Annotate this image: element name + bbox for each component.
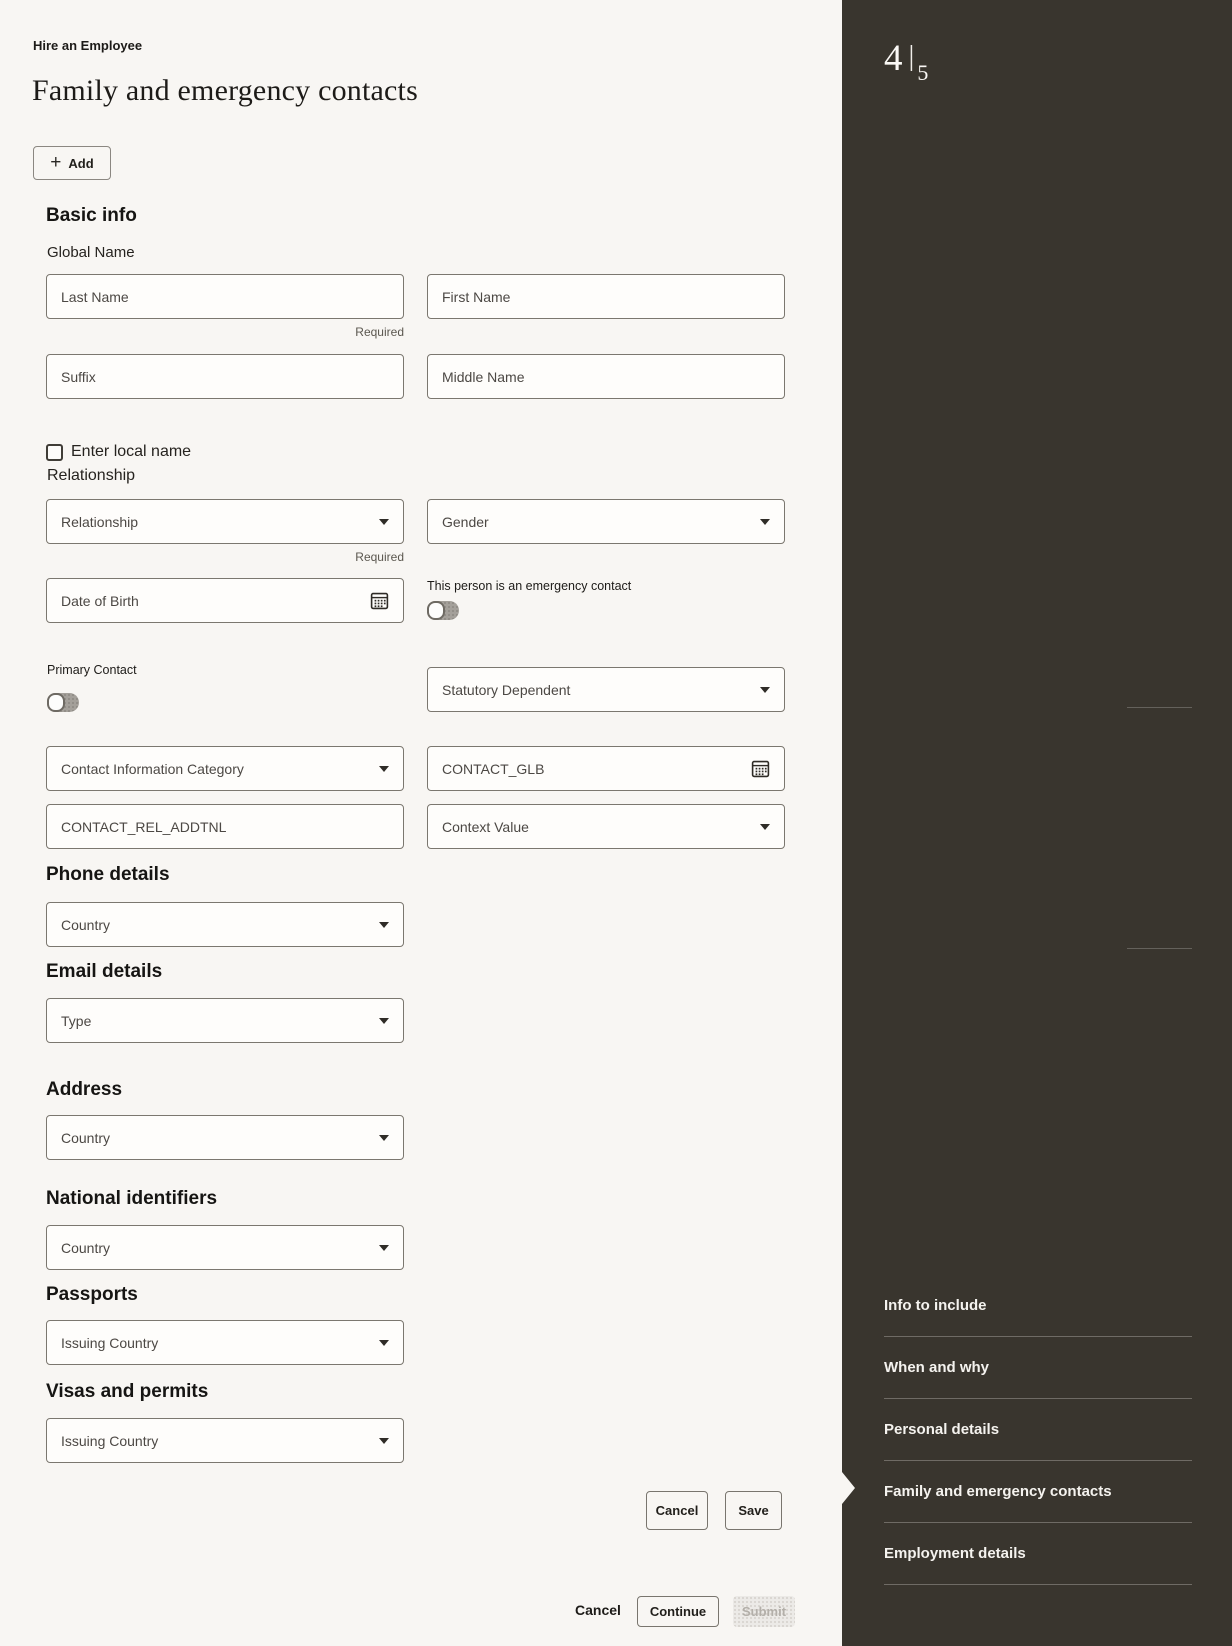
footer-continue-button[interactable]: Continue bbox=[637, 1596, 719, 1627]
date-of-birth-input[interactable] bbox=[46, 578, 404, 623]
last-name-required-hint: Required bbox=[355, 325, 404, 339]
chevron-down-icon bbox=[760, 519, 770, 525]
global-name-label: Global Name bbox=[47, 244, 135, 261]
primary-contact-label: Primary Contact bbox=[47, 663, 137, 677]
contact-rel-addtnl-input-label: CONTACT_REL_ADDTNL bbox=[61, 818, 227, 835]
footer-submit-button[interactable]: Submit bbox=[733, 1596, 795, 1627]
relationship-select-label: Relationship bbox=[61, 513, 139, 530]
contact-info-category-select-label: Contact Information Category bbox=[61, 760, 244, 777]
enter-local-name-label: Enter local name bbox=[71, 443, 192, 460]
first-name-input[interactable] bbox=[427, 274, 785, 319]
statutory-dependent-select[interactable] bbox=[427, 667, 785, 712]
chevron-down-icon bbox=[760, 687, 770, 693]
chevron-down-icon bbox=[379, 519, 389, 525]
footer-cancel-button[interactable]: Cancel bbox=[575, 1602, 621, 1618]
calendar-icon[interactable] bbox=[751, 759, 770, 778]
page-title: Family and emergency contacts bbox=[32, 74, 418, 107]
national-country-select-label: Country bbox=[61, 1239, 111, 1256]
context-value-select-label: Context Value bbox=[442, 818, 529, 835]
address-country-select-label: Country bbox=[61, 1129, 111, 1146]
national-country-select[interactable] bbox=[46, 1225, 404, 1270]
section-heading-national: National identifiers bbox=[46, 1188, 218, 1209]
emergency-contact-toggle[interactable] bbox=[427, 601, 459, 620]
chevron-down-icon bbox=[379, 1245, 389, 1251]
chevron-down-icon bbox=[760, 824, 770, 830]
chevron-down-icon bbox=[379, 1438, 389, 1444]
section-heading-address: Address bbox=[46, 1079, 123, 1100]
phone-country-select[interactable] bbox=[46, 902, 404, 947]
save-button[interactable]: Save bbox=[725, 1491, 782, 1530]
emergency-contact-label: This person is an emergency contact bbox=[427, 579, 632, 593]
toggle-thumb bbox=[427, 601, 445, 620]
relationship-select[interactable] bbox=[46, 499, 404, 544]
chevron-down-icon bbox=[379, 766, 389, 772]
enter-local-name-checkbox[interactable] bbox=[46, 444, 63, 461]
step-nav-item-family-and-emergency-contacts[interactable]: Family and emergency contacts bbox=[884, 1461, 1192, 1523]
breadcrumb: Hire an Employee bbox=[33, 38, 143, 53]
section-heading-basic-info: Basic info bbox=[46, 205, 137, 226]
email-type-select[interactable] bbox=[46, 998, 404, 1043]
contact-rel-addtnl-input[interactable] bbox=[46, 804, 404, 849]
context-value-select[interactable] bbox=[427, 804, 785, 849]
phone-country-select-label: Country bbox=[61, 916, 111, 933]
passport-issuing-country-select-label: Issuing Country bbox=[61, 1334, 159, 1351]
visa-issuing-country-select[interactable] bbox=[46, 1418, 404, 1463]
suffix-input[interactable] bbox=[46, 354, 404, 399]
plus-icon: + bbox=[50, 151, 62, 173]
first-name-input-label: First Name bbox=[442, 288, 511, 305]
contact-info-category-select[interactable] bbox=[46, 746, 404, 791]
toggle-thumb bbox=[47, 693, 65, 712]
primary-contact-toggle[interactable] bbox=[47, 693, 79, 712]
contact-glb-date-input[interactable] bbox=[427, 746, 785, 791]
gender-select-label: Gender bbox=[442, 513, 489, 530]
relationship-required-hint: Required bbox=[355, 550, 404, 564]
step-nav-item-info-to-include[interactable]: Info to include bbox=[884, 1275, 1192, 1337]
chevron-down-icon bbox=[379, 1018, 389, 1024]
middle-name-input-label: Middle Name bbox=[442, 368, 525, 385]
gender-select[interactable] bbox=[427, 499, 785, 544]
step-nav-item-personal-details[interactable]: Personal details bbox=[884, 1399, 1192, 1461]
date-of-birth-input-label: Date of Birth bbox=[61, 592, 139, 609]
step-separator: | bbox=[908, 40, 915, 72]
address-country-select[interactable] bbox=[46, 1115, 404, 1160]
relationship-group-label: Relationship bbox=[47, 467, 136, 484]
section-heading-visas: Visas and permits bbox=[46, 1381, 209, 1402]
suffix-input-label: Suffix bbox=[61, 368, 96, 385]
chevron-down-icon bbox=[379, 1340, 389, 1346]
section-heading-passports: Passports bbox=[46, 1284, 138, 1305]
section-heading-email: Email details bbox=[46, 961, 163, 982]
progress-panel bbox=[842, 0, 1232, 1646]
step-nav-item-employment-details[interactable]: Employment details bbox=[884, 1523, 1192, 1585]
chevron-down-icon bbox=[379, 922, 389, 928]
visa-issuing-country-select-label: Issuing Country bbox=[61, 1432, 159, 1449]
step-nav-item-when-and-why[interactable]: When and why bbox=[884, 1337, 1192, 1399]
passport-issuing-country-select[interactable] bbox=[46, 1320, 404, 1365]
panel-divider-line bbox=[1127, 707, 1192, 708]
last-name-input-label: Last Name bbox=[61, 288, 129, 305]
statutory-dependent-select-label: Statutory Dependent bbox=[442, 681, 571, 698]
step-total: 5 bbox=[917, 60, 929, 85]
email-type-select-label: Type bbox=[61, 1012, 92, 1029]
step-nav bbox=[884, 1275, 1192, 1585]
step-indicator bbox=[884, 38, 929, 85]
panel-divider-line bbox=[1127, 948, 1192, 949]
section-heading-phone: Phone details bbox=[46, 864, 170, 885]
middle-name-input[interactable] bbox=[427, 354, 785, 399]
active-step-arrow-icon bbox=[842, 1472, 855, 1504]
last-name-input[interactable] bbox=[46, 274, 404, 319]
step-current: 4 bbox=[884, 38, 903, 79]
add-button[interactable] bbox=[33, 146, 111, 180]
chevron-down-icon bbox=[379, 1135, 389, 1141]
contact-glb-input-label: CONTACT_GLB bbox=[442, 760, 545, 777]
cancel-button[interactable]: Cancel bbox=[646, 1491, 708, 1530]
add-button-label: Add bbox=[68, 155, 94, 171]
calendar-icon[interactable] bbox=[370, 591, 389, 610]
